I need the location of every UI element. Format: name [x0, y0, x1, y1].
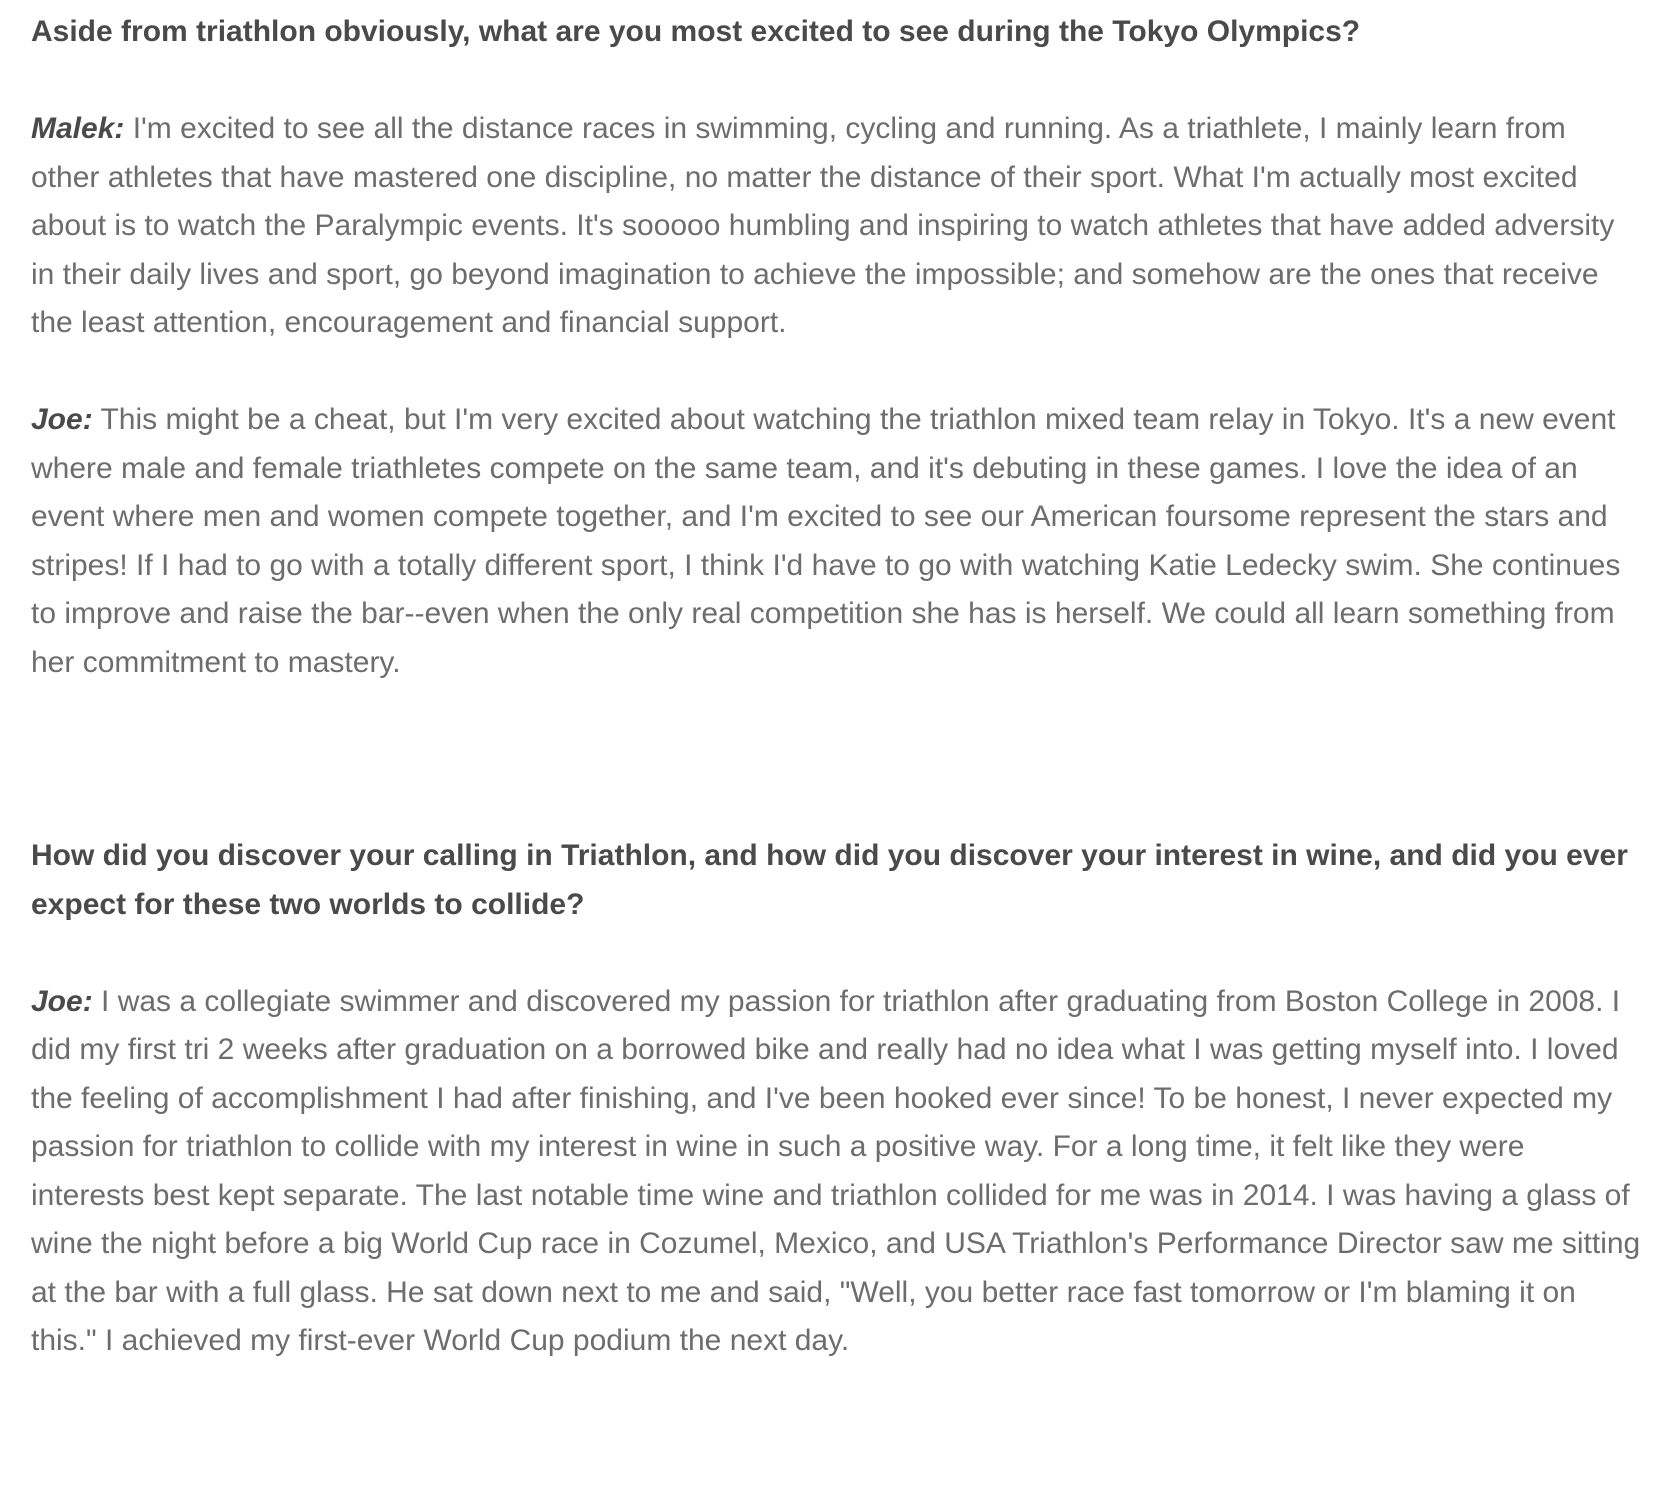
speaker-name: Joe:: [31, 403, 93, 436]
question-heading: Aside from triathlon obviously, what are you most excited to see during the Tokyo Olympics?: [31, 15, 1361, 48]
answer-text: I was a collegiate swimmer and discovered my passion for triathlon after graduating from Boston College in 2008. I did my first tri 2 weeks after graduation on a borrowed bike and really had no idea what I was getting myself into. I loved the feeling of accomplishment I had after finishing, and I've been hooked ever since! To be honest, I never expected my passion for triathlon to collide with my interest in wine in such a positive way. For a long time, it felt like they were interests best kept separate. The last notable time wine and triathlon collided for me was in 2014. I was having a glass of wine the night before a big World Cup race in Cozumel, Mexico, and USA Triathlon's Performance Director saw me sitting at the bar with a full glass. He sat down next to me and said, "Well, you better race fast tomorrow or I'm blaming it on this." I achieved my first-ever World Cup podium the next day.: [31, 984, 1641, 1357]
answer-paragraph: [31, 105, 1641, 348]
question-heading: How did you discover your calling in Triathlon, and how did you discover your interest in wine, and did you ever expect for these two worlds to collide?: [31, 839, 1628, 921]
answer-text: This might be a cheat, but I'm very excited about watching the triathlon mixed team relay in Tokyo. It's a new event where male and female triathletes compete on the same team, and it's debuting in these games. I love the idea of an event where men and women compete together, and I'm excited to see our American foursome represent the stars and stripes! If I had to go with a totally different sport, I think I'd have to go with watching Katie Ledecky swim. She continues to improve and raise the bar--even when the only real competition she has is herself. We could all learn something from her commitment to mastery.: [31, 403, 1621, 679]
answer-paragraph: [31, 978, 1641, 1366]
article-body: [31, 8, 1641, 1366]
answer-paragraph: [31, 396, 1641, 687]
answer-text: I'm excited to see all the distance races in swimming, cycling and running. As a triathlete, I mainly learn from other athletes that have mastered one discipline, no matter the distance of their sport. What I'm actually most excited about is to watch the Paralympic events. It's sooooo humbling and inspiring to watch athletes that have added adversity in their daily lives and sport, go beyond imagination to achieve the impossible; and somehow are the ones that receive the least attention, encouragement and financial support.: [31, 112, 1615, 339]
speaker-name: Joe:: [31, 984, 93, 1018]
speaker-name: Malek:: [31, 112, 125, 145]
